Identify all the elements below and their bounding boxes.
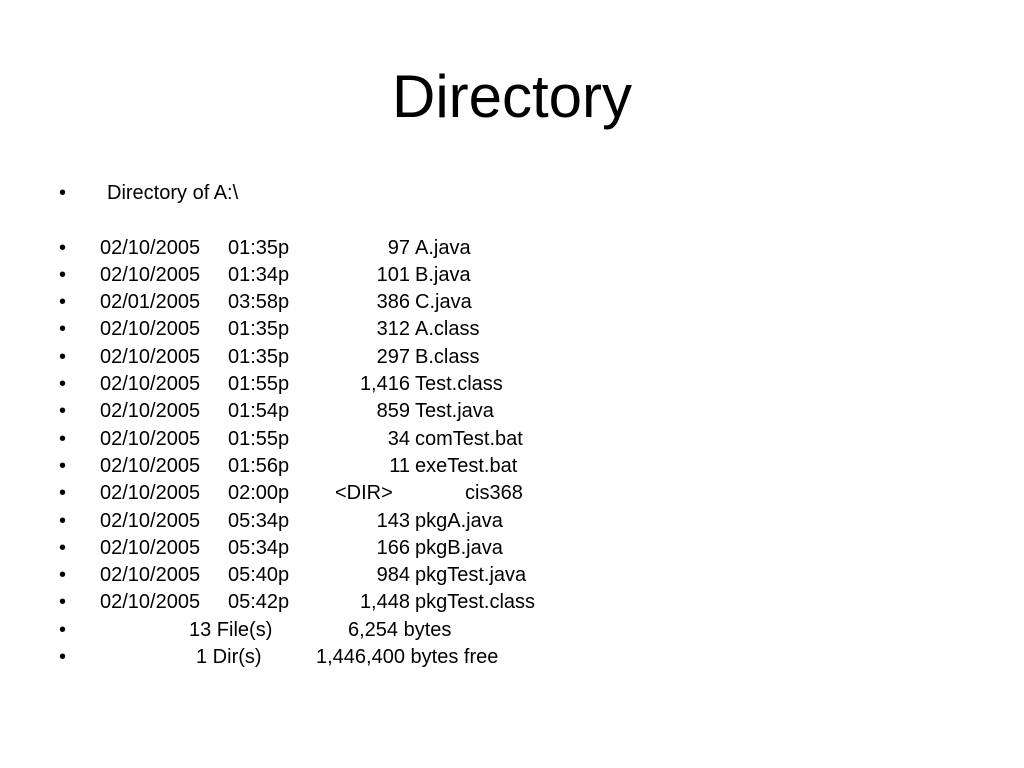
bullet-icon: •: [59, 373, 67, 396]
entry-date: 02/10/2005: [100, 509, 201, 532]
bullet-icon: •: [59, 345, 67, 368]
list-item: [0, 535, 1024, 562]
entry-size: 166: [376, 536, 410, 559]
entry-time: 01:55p: [228, 427, 290, 450]
entry-time: 02:00p: [228, 482, 290, 505]
entry-name: pkgTest.class: [415, 591, 536, 614]
bullet-icon: •: [59, 400, 67, 423]
directory-heading: Directory of A:\: [107, 182, 239, 204]
entry-date: 02/10/2005: [100, 400, 201, 423]
entry-time: 01:35p: [228, 318, 290, 341]
slide-title: Directory: [391, 63, 633, 130]
entry-name: comTest.bat: [415, 427, 523, 450]
bullet-icon: •: [59, 509, 67, 532]
entry-size: 297: [376, 345, 410, 368]
files-total: 6,254 bytes: [348, 618, 452, 641]
files-count: 13 File(s): [189, 618, 273, 641]
entry-time: 03:58p: [228, 291, 290, 314]
bullet-icon: •: [59, 454, 67, 477]
entry-name: A.class: [415, 318, 480, 341]
bullet-icon: •: [59, 482, 67, 505]
entry-name: B.java: [415, 263, 471, 286]
entry-date: 02/10/2005: [100, 482, 201, 505]
entry-name: pkgTest.java: [415, 564, 527, 587]
entry-time: 05:42p: [228, 591, 290, 614]
entry-date: 02/10/2005: [100, 427, 201, 450]
bullet-icon: •: [59, 263, 67, 286]
bullet-icon: •: [59, 427, 67, 450]
entry-date: 02/10/2005: [100, 345, 201, 368]
entry-name: cis368: [465, 482, 523, 505]
entry-date: 02/10/2005: [100, 536, 201, 559]
bullet-icon: •: [59, 318, 67, 341]
entry-date: 02/10/2005: [100, 591, 201, 614]
list-item: [0, 316, 1024, 343]
list-item: [0, 235, 1024, 262]
list-item: [0, 398, 1024, 425]
entry-name: Test.class: [415, 373, 503, 396]
entry-dir-tag: <DIR>: [335, 482, 393, 505]
entry-date: 02/10/2005: [100, 454, 201, 477]
entry-name: pkgA.java: [415, 509, 503, 532]
list-item: [0, 344, 1024, 371]
bullet-icon: •: [59, 618, 67, 641]
entry-time: 01:35p: [228, 345, 290, 368]
entry-time: 01:54p: [228, 400, 290, 423]
entry-size: 984: [376, 564, 410, 587]
entry-size: 312: [376, 318, 410, 341]
entry-name: A.java: [415, 236, 471, 259]
list-item: [0, 371, 1024, 398]
entry-name: B.class: [415, 345, 480, 368]
list-item: [0, 289, 1024, 316]
list-item: [0, 589, 1024, 616]
list-item-files-summary: [0, 617, 1024, 644]
entry-size: 386: [376, 291, 410, 314]
entry-time: 05:34p: [228, 536, 290, 559]
list-item-dirs-summary: [0, 644, 1024, 671]
entry-size: 143: [376, 509, 410, 532]
bullet-icon: •: [59, 291, 67, 314]
bullet-icon: •: [59, 536, 67, 559]
list-item: [0, 426, 1024, 453]
entry-date: 02/01/2005: [100, 291, 201, 314]
entry-size: 101: [376, 263, 410, 286]
dirs-free: 1,446,400 bytes free: [316, 646, 499, 669]
list-item-heading: [0, 180, 1024, 207]
entry-size: 97: [387, 236, 410, 259]
entry-time: 05:40p: [228, 564, 290, 587]
list-item: [0, 262, 1024, 289]
entry-size: 1,416: [359, 373, 410, 396]
entry-time: 01:55p: [228, 373, 290, 396]
bullet-icon: •: [59, 564, 67, 587]
entry-time: 01:34p: [228, 263, 290, 286]
entry-time: 01:56p: [228, 454, 290, 477]
entry-name: Test.java: [415, 400, 494, 423]
entry-name: exeTest.bat: [415, 454, 518, 477]
dirs-count: 1 Dir(s): [196, 646, 262, 669]
list-item: [0, 480, 1024, 507]
bullet-icon: •: [59, 591, 67, 614]
entry-time: 01:35p: [228, 236, 290, 259]
entry-size: 34: [387, 427, 410, 450]
entry-date: 02/10/2005: [100, 318, 201, 341]
directory-listing: [0, 180, 1024, 671]
bullet-icon: •: [59, 646, 67, 669]
list-item: [0, 562, 1024, 589]
entry-name: pkgB.java: [415, 536, 503, 559]
entry-size: 11: [389, 454, 410, 477]
entry-size: 859: [376, 400, 410, 423]
entry-date: 02/10/2005: [100, 564, 201, 587]
bullet-icon: •: [59, 236, 67, 259]
list-item: [0, 453, 1024, 480]
entry-name: C.java: [415, 291, 472, 314]
entry-date: 02/10/2005: [100, 373, 201, 396]
list-item: [0, 508, 1024, 535]
entry-size: 1,448: [359, 591, 410, 614]
entry-date: 02/10/2005: [100, 236, 201, 259]
entry-time: 05:34p: [228, 509, 290, 532]
bullet-icon: •: [59, 182, 67, 204]
entry-date: 02/10/2005: [100, 263, 201, 286]
